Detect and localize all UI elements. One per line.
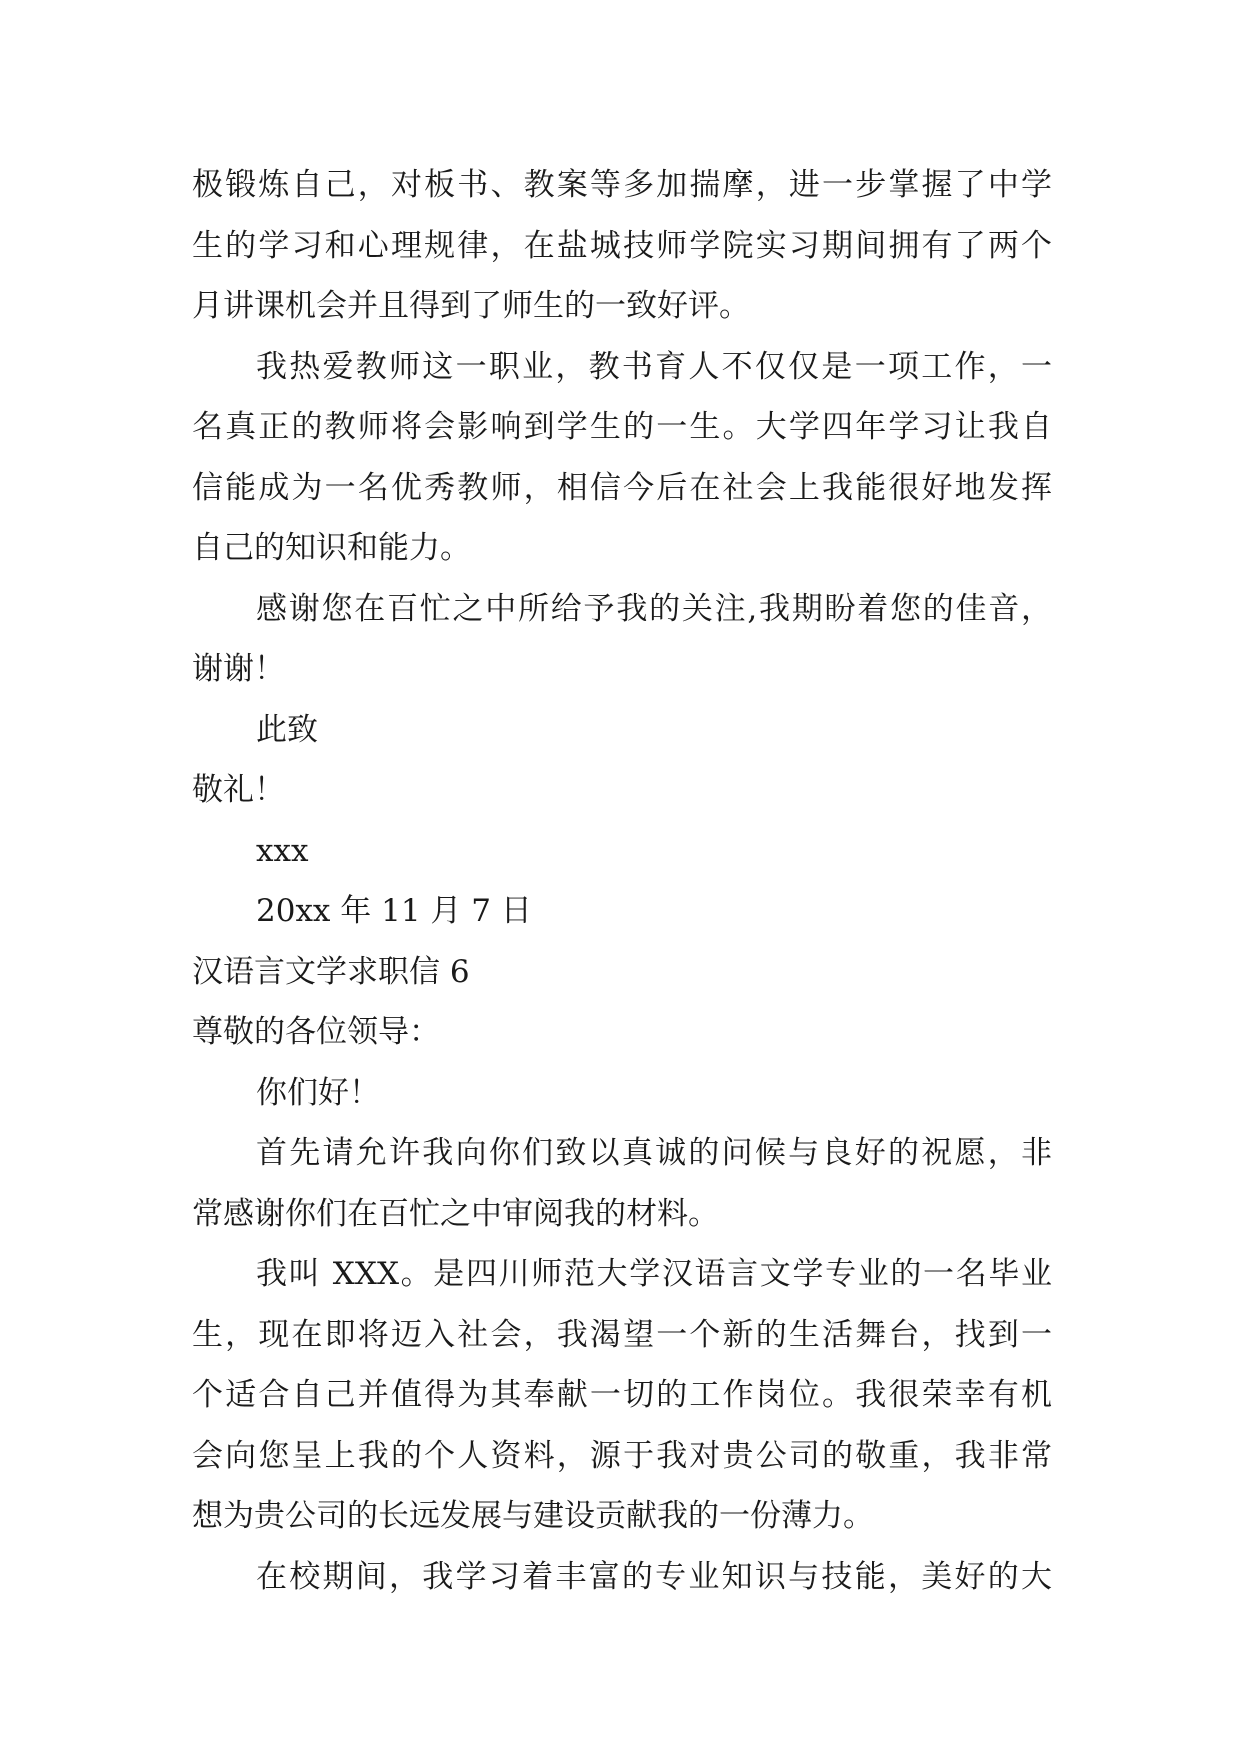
text-line: 想为贵公司的长远发展与建设贡献我的一份薄力。 (192, 1498, 874, 1534)
text-line: 生的学习和心理规律，在盐城技师学院实习期间拥有了两个 (192, 227, 1052, 264)
text-line: 我叫 XXX。是四川师范大学汉语言文学专业的一名毕业 (256, 1256, 1052, 1292)
section-title: 汉语言文学求职信 6 (192, 953, 470, 990)
text-line: 生，现在即将迈入社会，我渴望一个新的生活舞台，找到一 (192, 1316, 1052, 1353)
text-line: 感谢您在百忙之中所给予我的关注,我期盼着您的佳音， (256, 590, 1052, 627)
text-line: 自己的知识和能力。 (192, 530, 471, 566)
text-line: 常感谢你们在百忙之中审阅我的材料。 (192, 1195, 719, 1232)
text-line: 谢谢！ (192, 651, 285, 687)
salutation-line: 敬礼！ (192, 772, 285, 808)
text-line: 首先请允许我向你们致以真诚的问候与良好的祝愿，非 (256, 1135, 1052, 1171)
text-line: 极锻炼自己，对板书、教案等多加揣摩，进一步掌握了中学 (192, 167, 1052, 203)
text-line: 个适合自己并值得为其奉献一切的工作岗位。我很荣幸有机 (192, 1377, 1052, 1413)
text-line: 信能成为一名优秀教师，相信今后在社会上我能很好地发挥 (192, 469, 1052, 506)
text-line: 月讲课机会并且得到了师生的一致好评。 (192, 288, 750, 324)
signature-date: 20xx 年 11 月 7 日 (256, 893, 532, 929)
document-body (192, 155, 1052, 1607)
text-line: 会向您呈上我的个人资料，源于我对贵公司的敬重，我非常 (192, 1437, 1052, 1474)
text-line: 在校期间，我学习着丰富的专业知识与技能，美好的大 (256, 1558, 1052, 1595)
closing-line: 此致 (256, 711, 318, 748)
text-line: 我热爱教师这一职业，教书育人不仅仅是一项工作，一 (256, 348, 1052, 385)
text-line: 名真正的教师将会影响到学生的一生。大学四年学习让我自 (192, 409, 1052, 445)
signature-name: xxx (256, 832, 309, 869)
greeting-line: 尊敬的各位领导： (192, 1014, 440, 1050)
text-line: 你们好！ (256, 1074, 380, 1111)
